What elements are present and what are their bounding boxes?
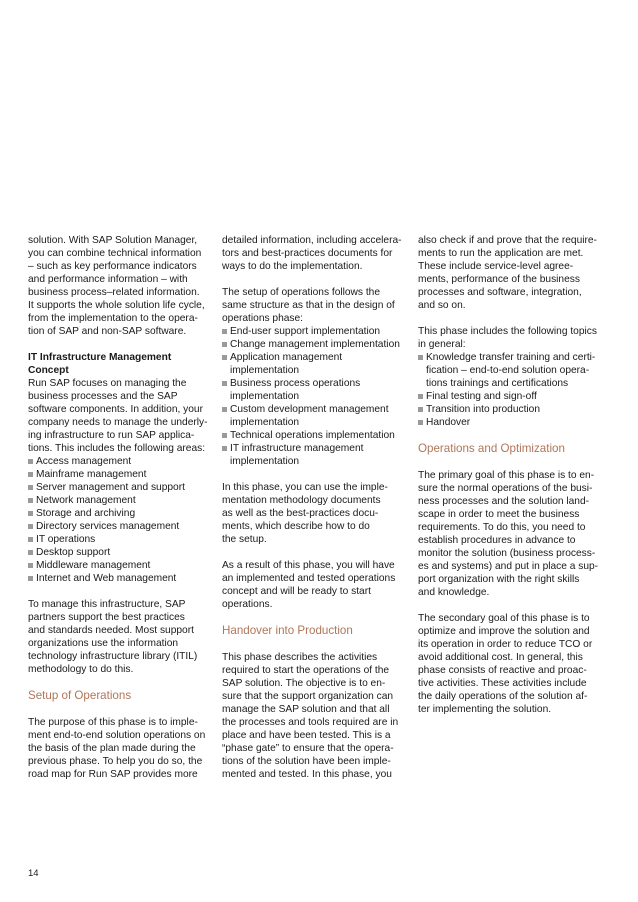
heading-handover-into-production: Handover into Production [222,624,353,637]
paragraph-run-sap-focus: Run SAP focuses on managing the business processes and the SAP software components. In addition, your company needs to manage the underly- ing infrastructure to run SAP applica- tions. This includes the following areas: [28,378,208,454]
list-item: Knowledge transfer training and certi- fication – end-to-end solution opera- tions trainings and certifications [418,351,604,390]
paragraph-solution-manager: solution. With SAP Solution Manager, you can combine technical information – such as key performance indicators and performance information – with business process–related information. It supports the whole solution life cycle, from the implementation to the opera- tion of SAP and non-SAP software. [28,235,205,337]
page-number: 14 [28,868,39,879]
paragraph-accelerators: detailed information, including accelera- tors and best-practices documents for ways to do the implementation. [222,235,402,272]
list-item: Storage and archiving [28,507,214,520]
setup-items-list [222,325,408,468]
heading-operations-and-optimization: Operations and Optimization [418,442,565,455]
paragraph-result-of-phase: As a result of this phase, you will have an implemented and tested operations concept and will be ready to start operations. [222,560,396,610]
paragraph-primary-goal: The primary goal of this phase is to en- sure the normal operations of the busi- ness processes and the solution land- scape in order to meet the business requirements. To do this, you need to establish procedures in advance to monitor the solution (business process- es and systems) and put in place a sup- port organization with the right skills and knowledge. [418,470,599,598]
list-item: Business process operations implementation [222,377,408,403]
list-item: Access management [28,455,214,468]
list-item: Desktop support [28,546,214,559]
paragraph-setup-structure: The setup of operations follows the same structure as that in the design of operations phase: [222,287,395,324]
list-item: Custom development management implementation [222,403,408,429]
subheading-it-infrastructure: IT Infrastructure Management Concept [28,352,172,376]
list-item: Server management and support [28,481,214,494]
list-item: Mainframe management [28,468,214,481]
paragraph-secondary-goal: The secondary goal of this phase is to optimize and improve the solution and its operation in order to reduce TCO or avoid additional cost. In general, this phase consists of reactive and proac- tive activities. These activities include the daily operations of the solution af- ter implementing the solution. [418,613,593,715]
list-item: Technical operations implementation [222,429,408,442]
list-item: Internet and Web management [28,572,214,585]
list-item: Final testing and sign-off [418,390,604,403]
list-item: IT infrastructure management implementation [222,442,408,468]
paragraph-phase-topics: This phase includes the following topics in general: [418,326,597,350]
paragraph-methodology-documents: In this phase, you can use the imple- mentation methodology documents as well as the best-practices docu- ments, which describe how to do the setup. [222,482,388,545]
list-item: Middleware management [28,559,214,572]
list-item: End-user support implementation [222,325,408,338]
list-item: Application management implementation [222,351,408,377]
list-item: IT operations [28,533,214,546]
paragraph-itil: To manage this infrastructure, SAP partners support the best practices and standards needed. Most support organizations use the information technology infrastructure library (ITIL) methodology to do this. [28,599,198,675]
column-2 [222,234,408,794]
paragraph-requirements-check: also check if and prove that the require- ments to run the application are met. These include service-level agree- ments, performance of the business processes and software, integration, and so on. [418,235,597,311]
infrastructure-areas-list [28,455,214,585]
paragraph-handover-description: This phase describes the activities required to start the operations of the SAP solution. The objective is to en- sure that the support organization can manage the SAP solution and that all the processes and tools required are in place and have been tested. This is a “phase gate” to ensure that the opera- tions of the solution have been imple- mented and tested. In this phase, you [222,652,399,780]
list-item: Directory services management [28,520,214,533]
column-1 [28,234,214,794]
list-item: Handover [418,416,604,429]
list-item: Network management [28,494,214,507]
list-item: Transition into production [418,403,604,416]
column-3 [418,234,604,729]
handover-topics-list [418,351,604,429]
heading-setup-of-operations: Setup of Operations [28,689,132,702]
list-item: Change management implementation [222,338,408,351]
paragraph-setup-purpose: The purpose of this phase is to imple- ment end-to-end solution operations on the basis of the plan made during the previous phase. To help you do so, the road map for Run SAP provides more [28,717,206,780]
